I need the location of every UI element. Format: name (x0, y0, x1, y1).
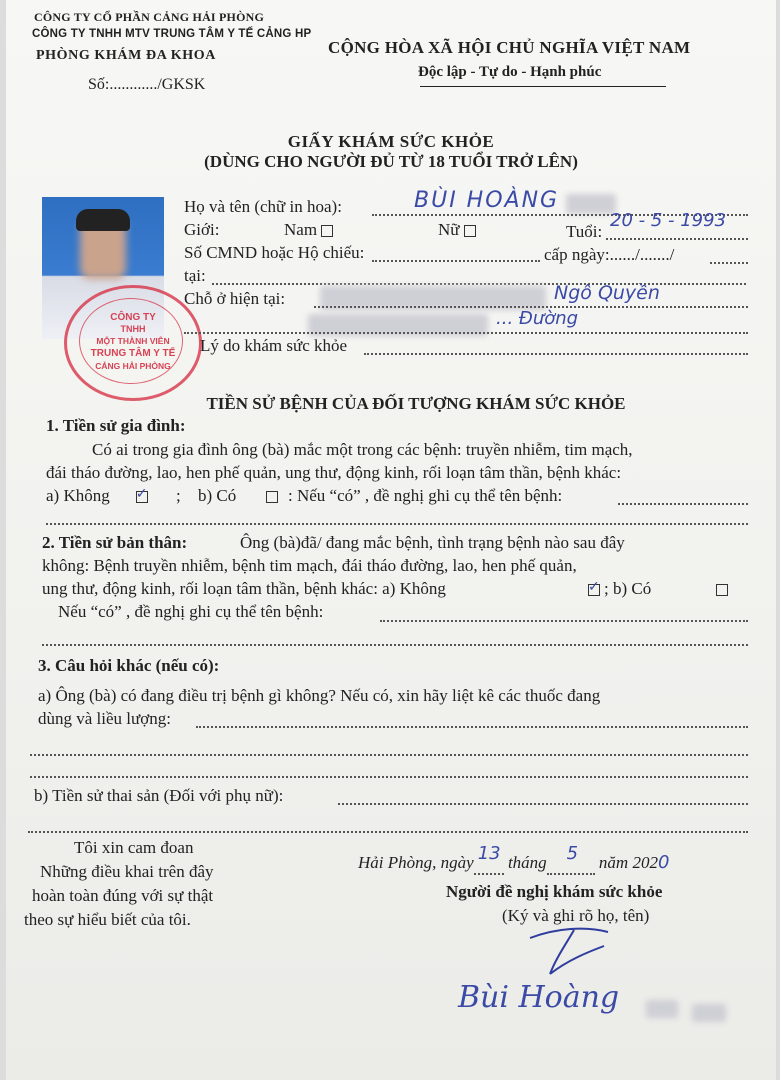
issued-date-label: cấp ngày:....../......./ (544, 245, 675, 264)
female-label: Nữ (438, 220, 460, 239)
name-value: BÙI HOÀNG (414, 188, 560, 213)
family-yes-label: b) Có (198, 486, 237, 505)
issued-line (710, 262, 748, 264)
stamp-line-5: CẢNG HẢI PHÒNG (95, 361, 171, 371)
form-number: Số:............/GKSK (88, 76, 206, 93)
other-a-line-1 (196, 726, 748, 728)
nation-name: CỘNG HÒA XÃ HỘI CHỦ NGHĨA VIỆT NAM (328, 38, 691, 57)
commitment-line-3: hoàn toàn đúng với sự thật (32, 886, 214, 905)
family-option-no[interactable] (46, 486, 148, 506)
other-b-line-2 (28, 831, 748, 833)
clinic-name: PHÒNG KHÁM ĐA KHOA (36, 48, 216, 63)
reason-line (364, 353, 748, 355)
other-questions-heading: 3. Câu hỏi khác (nếu có): (38, 656, 220, 675)
address-value-1: Ngô Quyền (554, 282, 660, 304)
day-field (474, 843, 504, 875)
place-label: tại: (184, 266, 206, 285)
history-section-title: TIỀN SỬ BỆNH CỦA ĐỐI TƯỢNG KHÁM SỨC KHỎE (206, 394, 626, 413)
signature-name: Bùi Hoàng (458, 980, 620, 1015)
family-note-line (618, 503, 748, 505)
other-a-line-3 (30, 776, 748, 778)
family-note: : Nếu “có” , đề nghị ghi cụ thể tên bệnh: (288, 486, 563, 505)
self-question-line-2: không: Bệnh truyền nhiễm, bệnh tim mạch, đái tháo đường, lao, hen phế quản, (42, 556, 577, 575)
company-stamp (64, 285, 202, 401)
redacted-signature-1 (646, 1000, 678, 1018)
center-name: CÔNG TY TNHH MTV TRUNG TÂM Y TẾ CẢNG HP (32, 28, 312, 40)
family-separator: ; (176, 486, 181, 505)
gender-female-option[interactable] (438, 220, 476, 240)
gender-label: Giới: (184, 220, 220, 239)
place-date-label: Hải Phòng, ngày (358, 853, 474, 872)
self-option-yes: ; b) Có (604, 579, 652, 598)
place-line (212, 283, 746, 285)
redacted-signature-2 (692, 1004, 726, 1022)
document-subtitle: (DÙNG CHO NGƯỜI ĐỦ TỪ 18 TUỔI TRỞ LÊN) (204, 152, 578, 171)
month-field (547, 843, 595, 875)
family-no-label: a) Không (46, 486, 110, 505)
self-note: Nếu “có” , đề nghị ghi cụ thể tên bệnh: (58, 602, 324, 621)
id-line (372, 260, 540, 262)
name-label: Họ và tên (chữ in hoa): (184, 197, 342, 216)
signature-note: (Ký và ghi rõ họ, tên) (502, 906, 650, 925)
stamp-line-4: TRUNG TÂM Y TẾ (90, 348, 176, 359)
family-history-heading: 1. Tiền sử gia đình: (46, 416, 186, 435)
year-label: năm 202 (598, 853, 658, 872)
self-history-heading: 2. Tiền sử bản thân: (42, 533, 188, 552)
commitment-line-2: Những điều khai trên đây (40, 862, 214, 881)
other-a-line-2 (30, 754, 748, 756)
day-value: 13 (477, 843, 501, 864)
stamp-line-1: CÔNG TY (110, 312, 156, 323)
other-b-line-1 (338, 803, 748, 805)
other-question-b: b) Tiền sử thai sản (Đối với phụ nữ): (34, 786, 284, 805)
self-answer-line (42, 644, 748, 646)
company-name: CÔNG TY CỔ PHẦN CẢNG HẢI PHÒNG (34, 10, 265, 24)
male-label: Nam (284, 220, 318, 239)
family-no-checkbox[interactable] (135, 487, 148, 503)
commitment-line-4: theo sự hiểu biết của tôi. (24, 910, 191, 929)
address-line-2 (184, 332, 748, 334)
check-mark-icon: ✓ (135, 487, 148, 503)
year-digit: 0 (657, 852, 670, 873)
self-note-line (380, 620, 748, 622)
family-question-line-1: Có ai trong gia đình ông (bà) mắc một trong các bệnh: truyền nhiễm, tim mạch, (92, 440, 633, 459)
self-question-line-1: Ông (bà)đã/ đang mắc bệnh, tình trạng bệnh nào sau đây (240, 533, 625, 552)
family-question-line-2: đái tháo đường, lao, hen phế quản, ung thư, động kinh, rối loạn tâm thần, bệnh khác: (46, 463, 622, 482)
self-yes-checkbox[interactable] (716, 584, 728, 596)
self-question-line-3: ung thư, động kinh, rối loạn tâm thần, bệnh khác: a) Không (42, 579, 446, 598)
commitment-line-1: Tôi xin cam đoan (74, 838, 194, 857)
family-yes-checkbox[interactable] (266, 491, 278, 503)
other-question-a-line-2: dùng và liều lượng: (38, 709, 171, 728)
female-checkbox[interactable] (464, 225, 476, 237)
motto-underline (420, 86, 666, 87)
gender-male-option[interactable] (284, 220, 333, 240)
male-checkbox[interactable] (321, 225, 333, 237)
reason-label: Lý do khám sức khỏe (200, 336, 348, 355)
redacted-name (566, 194, 616, 214)
check-mark-icon-2: ✓ (588, 580, 600, 595)
national-motto: Độc lập - Tự do - Hạnh phúc (418, 64, 602, 80)
age-line (606, 238, 748, 240)
month-value: 5 (566, 843, 579, 864)
family-answer-line (46, 523, 748, 525)
document-page (6, 0, 776, 1080)
signature-mark (516, 918, 626, 984)
document-title: GIẤY KHÁM SỨC KHỎE (287, 132, 495, 151)
requester-title: Người đề nghị khám sức khỏe (446, 882, 663, 901)
id-label: Số CMND hoặc Hộ chiếu: (184, 243, 365, 262)
other-question-a-line-1: a) Ông (bà) có đang điều trị bệnh gì không? Nếu có, xin hãy liệt kê các thuốc đang (38, 686, 601, 705)
dob-value: 20 - 5 - 1993 (610, 210, 727, 231)
address-value-2: ... Đường (496, 308, 579, 329)
age-label: Tuổi: (566, 222, 603, 241)
month-label: tháng (507, 853, 547, 872)
self-no-checkbox[interactable] (588, 580, 600, 596)
address-label: Chỗ ở hiện tại: (184, 289, 286, 308)
stamp-line-2: TNHH (120, 324, 146, 334)
stamp-line-3: MỘT THÀNH VIÊN (96, 336, 170, 346)
sign-date (358, 843, 670, 875)
family-option-yes[interactable] (198, 486, 278, 506)
